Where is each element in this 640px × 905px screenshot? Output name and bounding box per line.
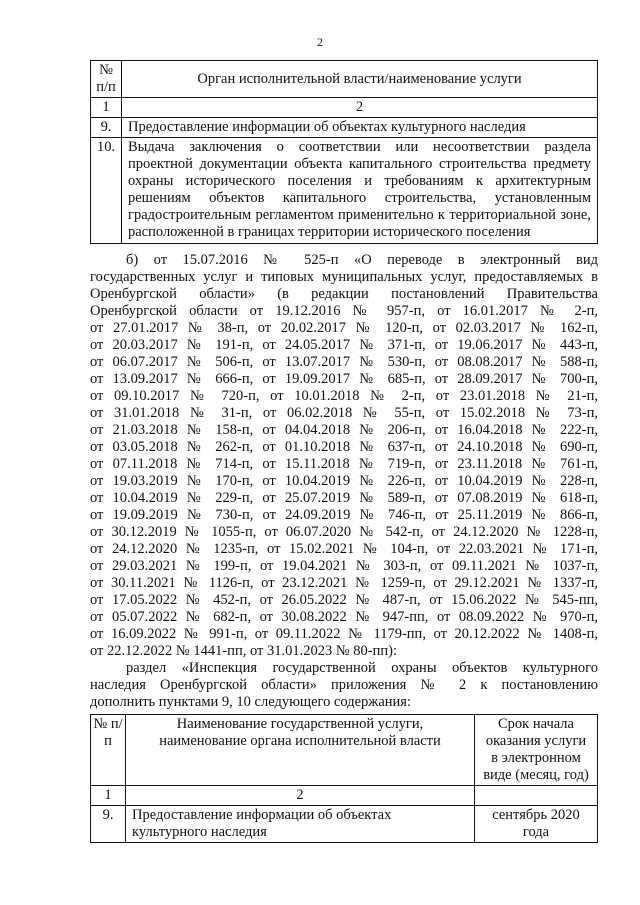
paragraph-section	[90, 660, 598, 711]
paragraph-line: б) от 15.07.2016 № 525-п «О переводе в электронный вид	[126, 252, 598, 268]
paragraph-line: от 20.03.2017 № 191-п, от 24.05.2017 № 371-п, от 19.06.2017 № 443-п,	[90, 337, 598, 353]
paragraph-line: от 21.03.2018 № 158-п, от 04.04.2018 № 206-п, от 16.04.2018 № 222-п,	[90, 422, 598, 438]
row-num-cell: 10.	[91, 138, 122, 244]
index-name-cell: 2	[126, 786, 475, 806]
header-name-cell: Наименование государственной услуги, наименование органа исполнительной власти	[126, 715, 475, 786]
header-num-cell: № п/п	[91, 715, 126, 786]
table-index-row	[91, 786, 598, 806]
row-date-cell: сентябрь 2020 года	[475, 806, 598, 843]
row-text-cell: Предоставление информации об объектах культурного наследия	[122, 118, 598, 138]
row-text-cell: Выдача заключения о соответствии или несоответствии раздела проектной документации объекта капитального строительства предмету охраны исторического поселения и требованиям к архитектурным решениям объектов капитального строительства, установленным градостроительным регламентом применительно к территориальной зоне, расположенной в границах территории исторического поселения	[122, 138, 598, 244]
paragraph-line: Оренбургской области» (в редакции постановлений Правительства	[90, 286, 598, 302]
paragraph-line: от 27.01.2017 № 38-п, от 20.02.2017 № 120-п, от 02.03.2017 № 162-п,	[90, 320, 598, 336]
paragraph-line: от 07.11.2018 № 714-п, от 15.11.2018 № 719-п, от 23.11.2018 № 761-п,	[90, 456, 598, 472]
paragraph-line: от 29.03.2021 № 199-п, от 19.04.2021 № 303-п, от 09.11.2021 № 1037-п,	[90, 558, 598, 574]
services-table-2	[90, 714, 598, 843]
paragraph-line: раздел «Инспекция государственной охраны объектов культурного	[126, 660, 598, 676]
paragraph-line: от 31.01.2018 № 31-п, от 06.02.2018 № 55-п, от 15.02.2018 № 73-п,	[90, 405, 598, 421]
paragraph-line: от 30.12.2019 № 1055-п, от 06.07.2020 № 542-п, от 24.12.2020 № 1228-п,	[90, 524, 598, 540]
paragraph-line: от 13.09.2017 № 666-п, от 19.09.2017 № 685-п, от 28.09.2017 № 700-п,	[90, 371, 598, 387]
paragraph-line: от 24.12.2020 № 1235-п, от 15.02.2021 № 104-п, от 22.03.2021 № 171-п,	[90, 541, 598, 557]
paragraph-line: наследия Оренбургской области» приложения № 2 к постановлению	[90, 677, 598, 693]
paragraph-line: от 30.11.2021 № 1126-п, от 23.12.2021 № 1259-п, от 29.12.2021 № 1337-п,	[90, 575, 598, 591]
paragraph-line: от 17.05.2022 № 452-п, от 26.05.2022 № 487-п, от 15.06.2022 № 545-пп,	[90, 592, 598, 608]
row-name-cell: Предоставление информации об объектах культурного наследия	[126, 806, 475, 843]
paragraph-line: дополнить пунктами 9, 10 следующего содержания:	[90, 694, 411, 710]
paragraph-line: от 09.10.2017 № 720-п, от 10.01.2018 № 2-п, от 23.01.2018 № 21-п,	[90, 388, 598, 404]
paragraph-line: от 05.07.2022 № 682-п, от 30.08.2022 № 947-пп, от 08.09.2022 № 970-п,	[90, 609, 598, 625]
paragraph-line: Оренбургской области от 19.12.2016 № 957-п, от 16.01.2017 № 2-п,	[90, 303, 598, 319]
paragraph-line: государственных услуг и типовых муниципальных услуг, предоставляемых в	[90, 269, 598, 285]
services-table-1	[90, 60, 598, 244]
index-num-cell: 1	[91, 786, 126, 806]
paragraph-line: от 22.12.2022 № 1441-пп, от 31.01.2023 № 80-пп):	[90, 643, 398, 659]
row-num-cell: 9.	[91, 806, 126, 843]
table-row	[91, 118, 598, 138]
paragraph-line: от 16.09.2022 № 991-п, от 09.11.2022 № 1179-пп, от 20.12.2022 № 1408-п,	[90, 626, 598, 642]
row-num-cell: 9.	[91, 118, 122, 138]
header-date-cell: Срок начала оказания услуги в электронном виде (месяц, год)	[475, 715, 598, 786]
table-header-row	[91, 61, 598, 98]
page-number: 2	[317, 35, 323, 49]
paragraph-line: от 03.05.2018 № 262-п, от 01.10.2018 № 637-п, от 24.10.2018 № 690-п,	[90, 439, 598, 455]
index-date-cell	[475, 786, 598, 806]
paragraph-line: от 19.09.2019 № 730-п, от 24.09.2019 № 746-п, от 25.11.2019 № 866-п,	[90, 507, 598, 523]
header-name-cell: Орган исполнительной власти/наименование услуги	[122, 61, 598, 98]
paragraph-line: от 06.07.2017 № 506-п, от 13.07.2017 № 530-п, от 08.08.2017 № 588-п,	[90, 354, 598, 370]
index-num-cell: 1	[91, 98, 122, 118]
table-index-row	[91, 98, 598, 118]
paragraph-line: от 19.03.2019 № 170-п, от 10.04.2019 № 226-п, от 10.04.2019 № 228-п,	[90, 473, 598, 489]
header-num-cell: № п/п	[91, 61, 122, 98]
paragraph-line: от 10.04.2019 № 229-п, от 25.07.2019 № 589-п, от 07.08.2019 № 618-п,	[90, 490, 598, 506]
table-header-row	[91, 715, 598, 786]
table-row	[91, 138, 598, 244]
index-name-cell: 2	[122, 98, 598, 118]
paragraph-b	[90, 252, 598, 660]
table-row	[91, 806, 598, 843]
